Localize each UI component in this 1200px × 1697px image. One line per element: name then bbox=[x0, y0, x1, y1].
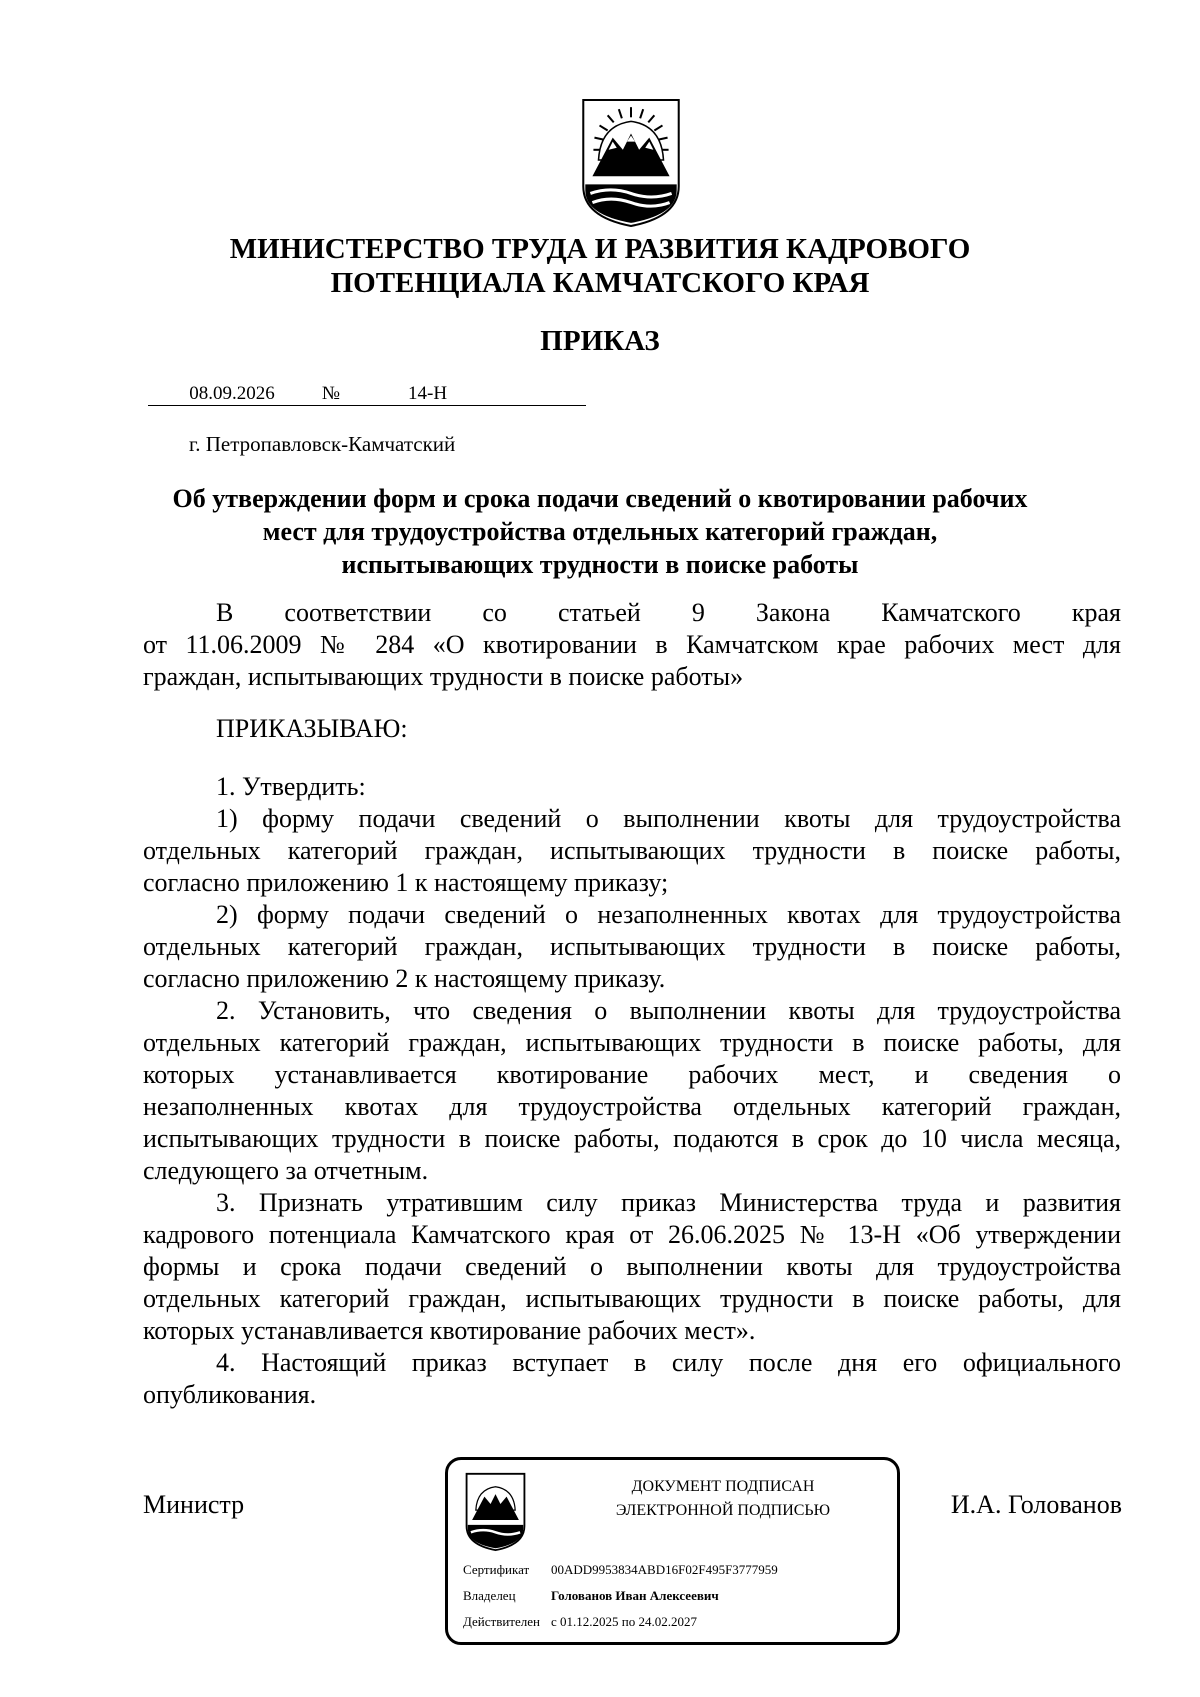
stamp-validity-row bbox=[463, 1614, 697, 1630]
item-line: незаполненных квотах для трудоустройства отдельных категорий граждан, bbox=[143, 1092, 1121, 1121]
electronic-signature-stamp bbox=[445, 1457, 900, 1645]
document-title bbox=[150, 482, 1050, 581]
stamp-owner-row bbox=[463, 1588, 719, 1604]
item-line: которых устанавливается квотирование рабочих мест». bbox=[143, 1316, 756, 1345]
certificate-value: 00ADD9953834ABD16F02F495F3777959 bbox=[551, 1562, 778, 1577]
item-line: следующего за отчетным. bbox=[143, 1156, 429, 1185]
validity-label: Действителен bbox=[463, 1614, 540, 1629]
certificate-label: Сертификат bbox=[463, 1562, 530, 1577]
city: г. Петропавловск-Камчатский bbox=[189, 432, 456, 456]
item-line: 2) форму подачи сведений о незаполненных квотах для трудоустройства bbox=[216, 900, 1121, 929]
item-line: согласно приложению 1 к настоящему приказу; bbox=[143, 868, 669, 897]
item-line: опубликования. bbox=[143, 1380, 317, 1409]
item-line: 3. Признать утратившим силу приказ Министерства труда и развития bbox=[216, 1188, 1121, 1217]
document-type: ПРИКАЗ bbox=[540, 325, 660, 357]
owner-value: Голованов Иван Алексеевич bbox=[551, 1588, 719, 1603]
item-4 bbox=[143, 1347, 1121, 1411]
ministry-name bbox=[150, 232, 1050, 300]
title-line: мест для трудоустройства отдельных категорий граждан, bbox=[262, 517, 938, 546]
item-line: кадрового потенциала Камчатского края от 26.06.2025 № 13-Н «Об утверждении bbox=[143, 1220, 1121, 1249]
stamp-heading-line-2: ЭЛЕКТРОННОЙ ПОДПИСЬЮ bbox=[615, 1502, 831, 1519]
document-number-value: 14-Н bbox=[408, 383, 448, 404]
ministry-name-line-2: ПОТЕНЦИАЛА КАМЧАТСКОГО КРАЯ bbox=[330, 267, 870, 299]
order-word bbox=[143, 713, 1121, 745]
item-line: отдельных категорий граждан, испытывающих трудности в поиске работы, bbox=[143, 836, 1121, 865]
title-line: испытывающих трудности в поиске работы bbox=[341, 550, 859, 579]
preamble bbox=[143, 597, 1121, 693]
title-line: Об утверждении форм и срока подачи сведений о квотировании рабочих bbox=[172, 484, 1028, 513]
registration-line bbox=[148, 383, 586, 406]
order-word-text: ПРИКАЗЫВАЮ: bbox=[216, 714, 408, 743]
document-number bbox=[346, 383, 586, 406]
item-line: отдельных категорий граждан, испытывающих трудности в поиске работы, для bbox=[143, 1284, 1121, 1313]
item-1-1 bbox=[143, 803, 1121, 899]
kamchatka-coat-of-arms-icon bbox=[580, 97, 682, 229]
item-line: формы и срока подачи сведений о выполнении квоты для трудоустройства bbox=[143, 1252, 1121, 1281]
item-line: 4. Настоящий приказ вступает в силу после дня его официального bbox=[216, 1348, 1121, 1377]
item-1-2 bbox=[143, 899, 1121, 995]
preamble-line: от 11.06.2009 № 284 «О квотировании в Камчатском крае рабочих мест для bbox=[143, 630, 1121, 659]
item-line: отдельных категорий граждан, испытывающих трудности в поиске работы, для bbox=[143, 1028, 1121, 1057]
item-line: 1. Утвердить: bbox=[216, 772, 366, 801]
owner-label: Владелец bbox=[463, 1588, 516, 1603]
ministry-name-line-1: МИНИСТЕРСТВО ТРУДА И РАЗВИТИЯ КАДРОВОГО bbox=[229, 233, 971, 265]
item-3 bbox=[143, 1187, 1121, 1347]
stamp-heading-line-1: ДОКУМЕНТ ПОДПИСАН bbox=[631, 1478, 815, 1495]
signatory-name: И.А. Голованов bbox=[950, 1490, 1122, 1519]
validity-value: с 01.12.2025 по 24.02.2027 bbox=[551, 1614, 697, 1629]
preamble-line: В соответствии со статьей 9 Закона Камчатского края bbox=[216, 598, 1121, 627]
item-line: испытывающих трудности в поиске работы, подаются в срок до 10 числа месяца, bbox=[143, 1124, 1121, 1153]
number-sign: № bbox=[316, 383, 346, 406]
item-line: которых устанавливается квотирование рабочих мест, и сведения о bbox=[143, 1060, 1121, 1089]
stamp-heading bbox=[558, 1475, 888, 1523]
stamp-coat-of-arms-icon bbox=[463, 1472, 528, 1552]
item-line: отдельных категорий граждан, испытывающих трудности в поиске работы, bbox=[143, 932, 1121, 961]
item-line: 1) форму подачи сведений о выполнении квоты для трудоустройства bbox=[216, 804, 1121, 833]
stamp-certificate-row bbox=[463, 1562, 778, 1578]
item-line: согласно приложению 2 к настоящему приказу. bbox=[143, 964, 666, 993]
document-date: 08.09.2026 bbox=[148, 383, 316, 406]
item-2 bbox=[143, 995, 1121, 1187]
item-1 bbox=[143, 771, 1121, 803]
item-line: 2. Установить, что сведения о выполнении квоты для трудоустройства bbox=[216, 996, 1121, 1025]
preamble-line: граждан, испытывающих трудности в поиске работы» bbox=[143, 662, 744, 691]
signatory-position: Министр bbox=[143, 1490, 245, 1519]
